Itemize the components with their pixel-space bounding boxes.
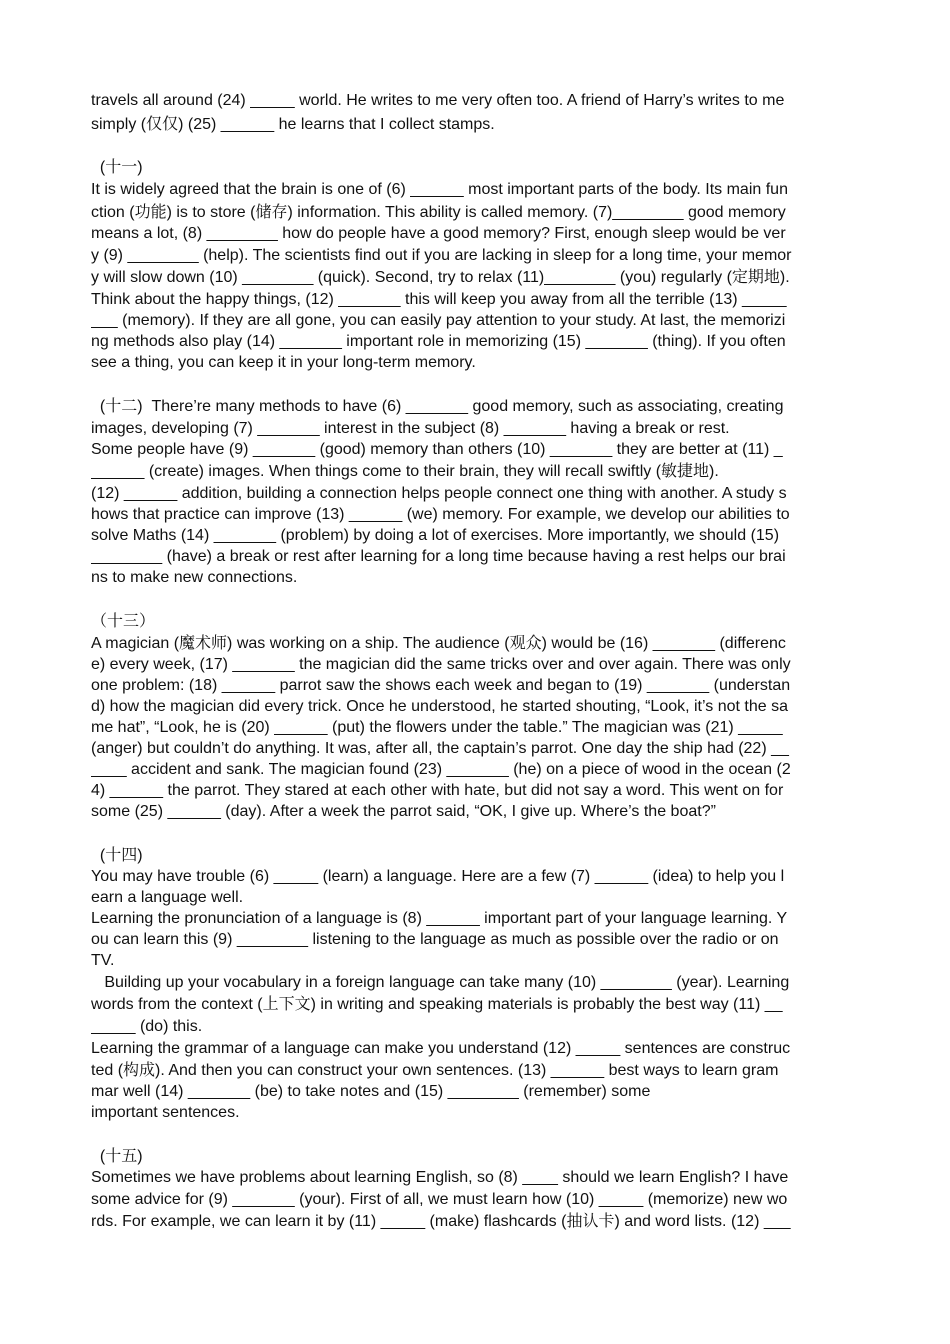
section-11-line-4: y (9) ________ (help). The scientists find out if you are lacking in sleep for a long time, your memor — [91, 247, 792, 264]
section-13-line-9: some (25) ______ (day). After a week the parrot said, “OK, I give up. Where’s the boat?” — [91, 803, 716, 820]
section-12-line-9: ns to make new connections. — [91, 569, 298, 586]
section-12-line-8: ________ (have) a break or rest after learning for a long time because having a rest helps our brai — [91, 548, 786, 565]
section-14-line-11: mar well (14) _______ (be) to take notes and (15) ________ (remember) some — [91, 1083, 651, 1100]
section-13-line-8: 4) ______ the parrot. They stared at each other with hate, but did not say a word. This went on for — [91, 782, 784, 799]
section-13-line-5: me hat”, “Look, he is (20) ______ (put) the flowers under the table.” The magician was (21) _____ — [91, 719, 783, 736]
section-11-line-6: Think about the happy things, (12) _______ this will keep you away from all the terrible (13) _____ — [91, 291, 787, 308]
section-11-line-8: ng methods also play (14) _______ important role in memorizing (15) _______ (thing). If you often — [91, 333, 786, 350]
section-12-line-2: images, developing (7) _______ interest in the subject (8) _______ having a break or rest. — [91, 420, 730, 437]
section-14-line-6: Building up your vocabulary in a foreign language can take many (10) ________ (year). Learning — [91, 974, 790, 991]
section-14-line-7: words from the context (上下文) in writing and speaking materials is probably the best way (11) __ — [91, 996, 783, 1013]
section-12-line-1: (十二) There’re many methods to have (6) _______ good memory, such as associating, creating — [91, 398, 784, 415]
section-14-line-9: Learning the grammar of a language can make you understand (12) _____ sentences are construc — [91, 1040, 791, 1057]
section-14-line-4: ou can learn this (9) ________ listening to the language as much as possible over the radio or on — [91, 931, 779, 948]
section-11-line-3: means a lot, (8) ________ how do people have a good memory? First, enough sleep would be ver — [91, 225, 786, 242]
section-11-line-2: ction (功能) is to store (储存) information. This ability is called memory. (7)________ good memory — [91, 204, 786, 221]
section-12-line-6: hows that practice can improve (13) ______ (we) memory. For example, we develop our abilities to — [91, 506, 790, 523]
section-15-line-3: rds. For example, we can learn it by (11) _____ (make) flashcards (抽认卡) and word lists. (12) ___ — [91, 1213, 791, 1230]
section-14-line-12: important sentences. — [91, 1104, 240, 1121]
section-12-line-3: Some people have (9) _______ (good) memory than others (10) _______ they are better at (11) _ — [91, 441, 783, 458]
section-11-line-7: ___ (memory). If they are all gone, you can easily pay attention to your study. At last, the memorizi — [91, 312, 786, 329]
section-14-line-10: ted (构成). And then you can construct your own sentences. (13) ______ best ways to learn gram — [91, 1062, 779, 1079]
section-12-line-7: solve Maths (14) _______ (problem) by doing a lot of exercises. More importantly, we should (15) — [91, 527, 780, 544]
section-12-line-4: ______ (create) images. When things come to their brain, they will recall swiftly (敏捷地). — [91, 463, 719, 480]
section-12-line-5: (12) ______ addition, building a connection helps people connect one thing with another. A study s — [91, 485, 787, 502]
intro-line-1: travels all around (24) _____ world. He writes to me very often too. A friend of Harry’s writes to me — [91, 92, 785, 109]
section-15-line-2: some advice for (9) _______ (your). First of all, we must learn how (10) _____ (memorize) new wo — [91, 1191, 788, 1208]
section-13-line-1: A magician (魔术师) was working on a ship. The audience (观众) would be (16) _______ (differenc — [91, 635, 786, 652]
section-11-heading: (十一) — [91, 159, 143, 176]
section-13-heading: （十三） — [91, 613, 156, 630]
section-13-line-6: (anger) but couldn’t do anything. It was, after all, the captain’s parrot. One day the ship had (22) __ — [91, 740, 789, 757]
section-11-line-5: y will slow down (10) ________ (quick). Second, try to relax (11)________ (you) regularly (定期地). — [91, 269, 790, 286]
section-11-line-9: see a thing, you can keep it in your long-term memory. — [91, 354, 476, 371]
section-14-line-8: _____ (do) this. — [91, 1018, 203, 1035]
section-14-line-2: earn a language well. — [91, 889, 244, 906]
section-15-heading: (十五) — [91, 1148, 143, 1165]
section-15-line-1: Sometimes we have problems about learning English, so (8) ____ should we learn English? I have — [91, 1169, 789, 1186]
section-14-line-3: Learning the pronunciation of a language is (8) ______ important part of your language learning. Y — [91, 910, 788, 927]
intro-line-2: simply (仅仅) (25) ______ he learns that I collect stamps. — [91, 116, 495, 133]
section-13-line-3: one problem: (18) ______ parrot saw the shows each week and began to (19) _______ (understan — [91, 677, 791, 694]
section-13-line-7: ____ accident and sank. The magician found (23) _______ (he) on a piece of wood in the ocean (2 — [91, 761, 791, 778]
section-14-line-5: TV. — [91, 952, 115, 969]
section-14-line-1: You may have trouble (6) _____ (learn) a language. Here are a few (7) ______ (idea) to help you l — [91, 868, 785, 885]
section-11-line-1: It is widely agreed that the brain is one of (6) ______ most important parts of the body. Its main fun — [91, 181, 788, 198]
section-13-line-2: e) every week, (17) _______ the magician did the same tricks over and over again. There was only — [91, 656, 791, 673]
section-13-line-4: d) how the magician did every trick. Once he understood, he started shouting, “Look, it’s not the sa — [91, 698, 788, 715]
section-14-heading: (十四) — [91, 847, 143, 864]
